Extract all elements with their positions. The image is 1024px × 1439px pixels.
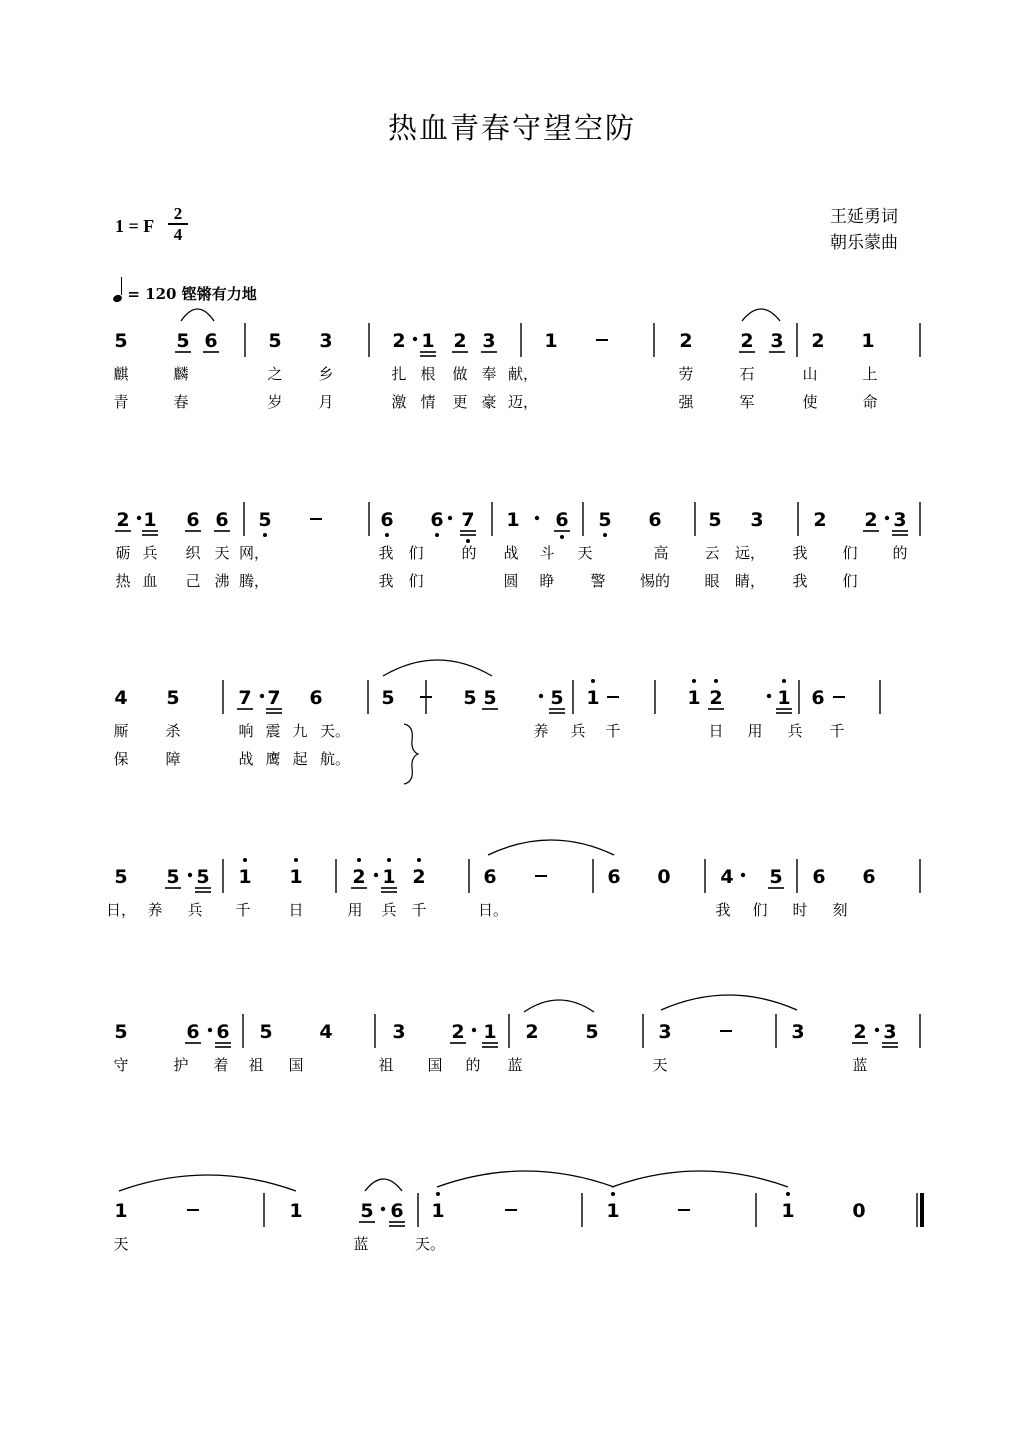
lyric-syllable: 们 — [408, 544, 424, 562]
lyric-syllable: 们 — [408, 572, 424, 590]
lyric-syllable: 千 — [411, 901, 427, 919]
augmentation-dot — [413, 337, 417, 341]
augmentation-dot — [741, 873, 745, 877]
note-digit: 5 — [463, 687, 477, 709]
note-digit: 1 — [431, 1200, 445, 1222]
lyric-syllable: 兵 — [381, 901, 397, 919]
octave-up-dot — [294, 858, 298, 862]
lyric-syllable: 我 — [378, 572, 394, 590]
octave-down-dot — [263, 533, 267, 537]
lyric-syllable: 睁 — [539, 572, 555, 590]
tie-slur — [437, 1171, 614, 1187]
note-digit: 6 — [648, 509, 662, 531]
lyric-syllable: 远， — [734, 544, 766, 562]
note-digit: 3 — [883, 1021, 897, 1043]
lyric-syllable: 腾， — [238, 572, 270, 590]
lyric-syllable: 天。 — [319, 722, 351, 740]
note-digit: 3 — [750, 509, 764, 531]
lyric-syllable: 养 — [147, 901, 163, 919]
lyric-syllable: 天 — [214, 544, 230, 562]
note-digit: 7 — [238, 687, 252, 709]
note-digit: 6 — [430, 509, 444, 531]
augmentation-dot — [188, 873, 192, 877]
octave-up-dot — [611, 1192, 615, 1196]
lyric-syllable: 蓝 — [852, 1056, 868, 1074]
note-digit: 6 — [862, 866, 876, 888]
time-signature-top: 2 — [173, 204, 183, 223]
augmentation-dot — [448, 516, 452, 520]
lyric-syllable: 情 — [420, 393, 436, 411]
note-digit: 6 — [215, 509, 229, 531]
octave-down-dot — [603, 533, 607, 537]
lyric-syllable: 用 — [347, 901, 363, 919]
lyric-syllable: 航。 — [319, 750, 351, 768]
lyric-syllable: 青 — [113, 393, 129, 411]
lyric-syllable: 障 — [165, 750, 181, 768]
note-digit: 6 — [555, 509, 569, 531]
note-digit: 1 — [421, 330, 435, 352]
lyric-syllable: 杀 — [165, 722, 181, 740]
note-digit: 6 — [216, 1021, 230, 1043]
tie-slur — [488, 840, 614, 855]
note-digit: 3 — [658, 1021, 672, 1043]
note-digit: 2 — [352, 866, 366, 888]
octave-up-dot — [436, 1192, 440, 1196]
lyric-syllable: 之 — [267, 365, 283, 383]
lyric-syllable: 蓝 — [353, 1235, 369, 1253]
note-digit: 0 — [852, 1200, 866, 1222]
lyric-syllable: 命 — [862, 393, 878, 411]
lyric-syllable: 睛， — [734, 572, 766, 590]
tempo-value: = 120 — [127, 285, 177, 303]
note-digit: 1 — [506, 509, 520, 531]
octave-up-dot — [417, 858, 421, 862]
lyric-syllable: 警 — [590, 572, 606, 590]
note-digit: 5 — [268, 330, 282, 352]
note-digit: 3 — [319, 330, 333, 352]
lyric-syllable: 兵 — [142, 544, 158, 562]
lyric-syllable: 高 — [653, 544, 669, 562]
note-digit: 6 — [186, 1021, 200, 1043]
lyric-syllable: 月 — [318, 393, 334, 411]
lyric-syllable: 千 — [235, 901, 251, 919]
note-digit: 5 — [360, 1200, 374, 1222]
lyric-syllable: 养 — [533, 722, 549, 740]
lyric-syllable: 天 — [652, 1056, 668, 1074]
lyric-syllable: 乡 — [318, 365, 334, 383]
lyric-syllable: 祖 — [378, 1056, 394, 1074]
verse-brace — [404, 724, 418, 784]
note-digit: 0 — [657, 866, 671, 888]
tie-slur — [383, 660, 492, 676]
lyricist-credit: 王延勇词 — [830, 207, 898, 227]
note-digit: 2 — [453, 330, 467, 352]
octave-up-dot — [692, 679, 696, 683]
lyric-syllable: 兵 — [570, 722, 586, 740]
lyric-syllable: 血 — [142, 572, 158, 590]
augmentation-dot — [535, 516, 539, 520]
note-digit: 5 — [166, 866, 180, 888]
lyric-syllable: 厮 — [113, 722, 129, 740]
lyric-syllable: 护 — [173, 1056, 189, 1074]
octave-up-dot — [786, 1192, 790, 1196]
lyric-syllable: 劳 — [678, 365, 694, 383]
lyric-syllable: 国 — [427, 1056, 443, 1074]
lyric-syllable: 天 — [577, 544, 593, 562]
note-digit: 5 — [258, 509, 272, 531]
note-digit: 1 — [238, 866, 252, 888]
lyric-syllable: 战 — [238, 750, 254, 768]
augmentation-dot — [137, 516, 141, 520]
augmentation-dot — [472, 1028, 476, 1032]
lyric-syllable: 春 — [173, 393, 189, 411]
lyric-syllable: 的 — [892, 544, 908, 562]
lyric-syllable: 日， — [105, 901, 137, 919]
lyric-syllable: 千 — [829, 722, 845, 740]
note-digit: 6 — [186, 509, 200, 531]
note-digit: 3 — [482, 330, 496, 352]
lyric-syllable: 着 — [213, 1056, 229, 1074]
note-digit: 2 — [451, 1021, 465, 1043]
lyric-syllable: 献， — [507, 365, 539, 383]
lyric-syllable: 我 — [378, 544, 394, 562]
lyric-syllable: 圆 — [503, 572, 519, 590]
octave-down-dot — [560, 535, 564, 539]
note-digit: 3 — [392, 1021, 406, 1043]
note-digit: 3 — [770, 330, 784, 352]
augmentation-dot — [260, 694, 264, 698]
augmentation-dot — [885, 516, 889, 520]
note-digit: 2 — [813, 509, 827, 531]
note-digit: 5 — [769, 866, 783, 888]
note-digit: 6 — [204, 330, 218, 352]
lyric-syllable: 保 — [113, 750, 129, 768]
note-digit: 2 — [525, 1021, 539, 1043]
note-digit: 2 — [412, 866, 426, 888]
tie-slur — [742, 309, 780, 321]
tie-slur — [119, 1175, 296, 1191]
lyric-syllable: 千 — [605, 722, 621, 740]
final-barline — [920, 1193, 924, 1227]
lyric-syllable: 网， — [238, 544, 270, 562]
note-digit: 6 — [812, 866, 826, 888]
lyric-syllable: 们 — [752, 901, 768, 919]
lyric-syllable: 使 — [802, 393, 818, 411]
note-digit: 2 — [709, 687, 723, 709]
augmentation-dot — [381, 1207, 385, 1211]
lyric-syllable: 奉 — [481, 365, 497, 383]
octave-up-dot — [243, 858, 247, 862]
note-digit: 5 — [381, 687, 395, 709]
lyric-syllable: 斗 — [539, 544, 555, 562]
octave-up-dot — [357, 858, 361, 862]
note-digit: 5 — [708, 509, 722, 531]
lyric-syllable: 蓝 — [507, 1056, 523, 1074]
lyric-syllable: 扎 — [391, 365, 407, 383]
note-digit: 5 — [483, 687, 497, 709]
note-digit: 1 — [687, 687, 701, 709]
lyric-syllable: 鹰 — [265, 750, 281, 768]
lyric-syllable: 根 — [420, 365, 436, 383]
lyric-syllable: 惕的 — [639, 572, 671, 590]
note-digit: 3 — [791, 1021, 805, 1043]
note-digit: 6 — [607, 866, 621, 888]
note-digit: 1 — [483, 1021, 497, 1043]
lyric-syllable: 日 — [708, 722, 724, 740]
augmentation-dot — [875, 1028, 879, 1032]
note-digit: 2 — [853, 1021, 867, 1043]
lyric-syllable: 更 — [452, 393, 468, 411]
tie-slur — [365, 1179, 402, 1191]
lyric-syllable: 震 — [265, 722, 281, 740]
note-digit: 6 — [309, 687, 323, 709]
note-digit: 1 — [777, 687, 791, 709]
note-digit: 6 — [390, 1200, 404, 1222]
note-digit: 6 — [811, 687, 825, 709]
lyric-syllable: 砺 — [115, 544, 131, 562]
note-digit: 4 — [114, 687, 128, 709]
note-digit: 2 — [811, 330, 825, 352]
lyric-syllable: 做 — [452, 365, 468, 383]
tie-slur — [181, 309, 214, 321]
lyric-syllable: 兵 — [187, 901, 203, 919]
note-digit: 7 — [267, 687, 281, 709]
note-digit: 5 — [550, 687, 564, 709]
lyric-syllable: 军 — [739, 393, 755, 411]
page-title: 热血青春守望空防 — [387, 111, 636, 145]
lyric-syllable: 天。 — [414, 1235, 446, 1253]
note-digit: 3 — [893, 509, 907, 531]
lyric-syllable: 我 — [792, 544, 808, 562]
note-digit: 4 — [319, 1021, 333, 1043]
lyric-syllable: 云 — [704, 544, 720, 562]
tie-slur — [524, 1000, 594, 1012]
lyric-syllable: 山 — [802, 365, 818, 383]
note-digit: 5 — [196, 866, 210, 888]
lyric-syllable: 热 — [115, 572, 131, 590]
octave-down-dot — [466, 539, 470, 543]
lyric-syllable: 己 — [185, 572, 201, 590]
note-digit: 5 — [166, 687, 180, 709]
lyric-syllable: 祖 — [248, 1056, 264, 1074]
tempo-expression: 铿锵有力地 — [181, 285, 257, 303]
note-digit: 5 — [598, 509, 612, 531]
key-signature: 1 = F — [115, 216, 155, 236]
note-digit: 1 — [544, 330, 558, 352]
lyric-syllable: 眼 — [704, 572, 720, 590]
note-digit: 5 — [114, 866, 128, 888]
note-digit: 1 — [289, 866, 303, 888]
lyric-syllable: 强 — [678, 393, 694, 411]
lyric-syllable: 兵 — [787, 722, 803, 740]
note-digit: 1 — [143, 509, 157, 531]
lyric-syllable: 我 — [792, 572, 808, 590]
lyric-syllable: 起 — [292, 750, 308, 768]
note-digit: 2 — [679, 330, 693, 352]
augmentation-dot — [539, 694, 543, 698]
tie-slur — [661, 995, 797, 1010]
note-digit: 6 — [483, 866, 497, 888]
octave-up-dot — [714, 679, 718, 683]
octave-up-dot — [591, 679, 595, 683]
lyric-syllable: 沸 — [214, 572, 230, 590]
lyric-syllable: 们 — [842, 572, 858, 590]
note-digit: 5 — [176, 330, 190, 352]
augmentation-dot — [374, 873, 378, 877]
composer-credit: 朝乐蒙曲 — [830, 233, 898, 253]
lyric-syllable: 时 — [792, 901, 808, 919]
note-digit: 5 — [114, 330, 128, 352]
lyric-syllable: 九 — [292, 722, 308, 740]
lyric-syllable: 响 — [238, 722, 254, 740]
lyric-syllable: 守 — [113, 1056, 129, 1074]
lyric-syllable: 战 — [503, 544, 519, 562]
note-digit: 5 — [585, 1021, 599, 1043]
augmentation-dot — [208, 1028, 212, 1032]
note-digit: 1 — [781, 1200, 795, 1222]
note-digit: 1 — [606, 1200, 620, 1222]
lyric-syllable: 石 — [739, 365, 755, 383]
note-digit: 6 — [380, 509, 394, 531]
lyric-syllable: 激 — [391, 393, 407, 411]
octave-down-dot — [385, 533, 389, 537]
time-signature-bottom: 4 — [173, 224, 183, 244]
note-digit: 1 — [586, 687, 600, 709]
lyric-syllable: 迈， — [507, 393, 539, 411]
note-digit: 5 — [259, 1021, 273, 1043]
lyric-syllable: 上 — [862, 365, 878, 383]
lyric-syllable: 日 — [288, 901, 304, 919]
augmentation-dot — [767, 694, 771, 698]
lyric-syllable: 麒 — [113, 365, 129, 383]
note-digit: 1 — [382, 866, 396, 888]
lyric-syllable: 用 — [747, 722, 763, 740]
note-digit: 4 — [720, 866, 734, 888]
note-digit: 2 — [740, 330, 754, 352]
note-digit: 1 — [114, 1200, 128, 1222]
lyric-syllable: 我 — [715, 901, 731, 919]
lyric-syllable: 们 — [842, 544, 858, 562]
lyric-syllable: 的 — [461, 544, 477, 562]
lyric-syllable: 豪 — [481, 393, 497, 411]
note-digit: 2 — [116, 509, 130, 531]
note-digit: 2 — [864, 509, 878, 531]
note-digit: 1 — [289, 1200, 303, 1222]
lyric-syllable: 岁 — [267, 393, 283, 411]
octave-up-dot — [782, 679, 786, 683]
lyric-syllable: 刻 — [832, 901, 848, 919]
note-digit: 5 — [114, 1021, 128, 1043]
lyric-syllable: 国 — [288, 1056, 304, 1074]
lyric-syllable: 天 — [113, 1235, 129, 1253]
lyric-syllable: 织 — [185, 544, 201, 562]
note-digit: 2 — [392, 330, 406, 352]
octave-up-dot — [387, 858, 391, 862]
tie-slur — [612, 1171, 788, 1187]
lyric-syllable: 日。 — [477, 901, 509, 919]
lyric-syllable: 麟 — [173, 365, 189, 383]
note-digit: 7 — [461, 509, 475, 531]
note-digit: 1 — [861, 330, 875, 352]
octave-down-dot — [435, 533, 439, 537]
lyric-syllable: 的 — [465, 1056, 481, 1074]
